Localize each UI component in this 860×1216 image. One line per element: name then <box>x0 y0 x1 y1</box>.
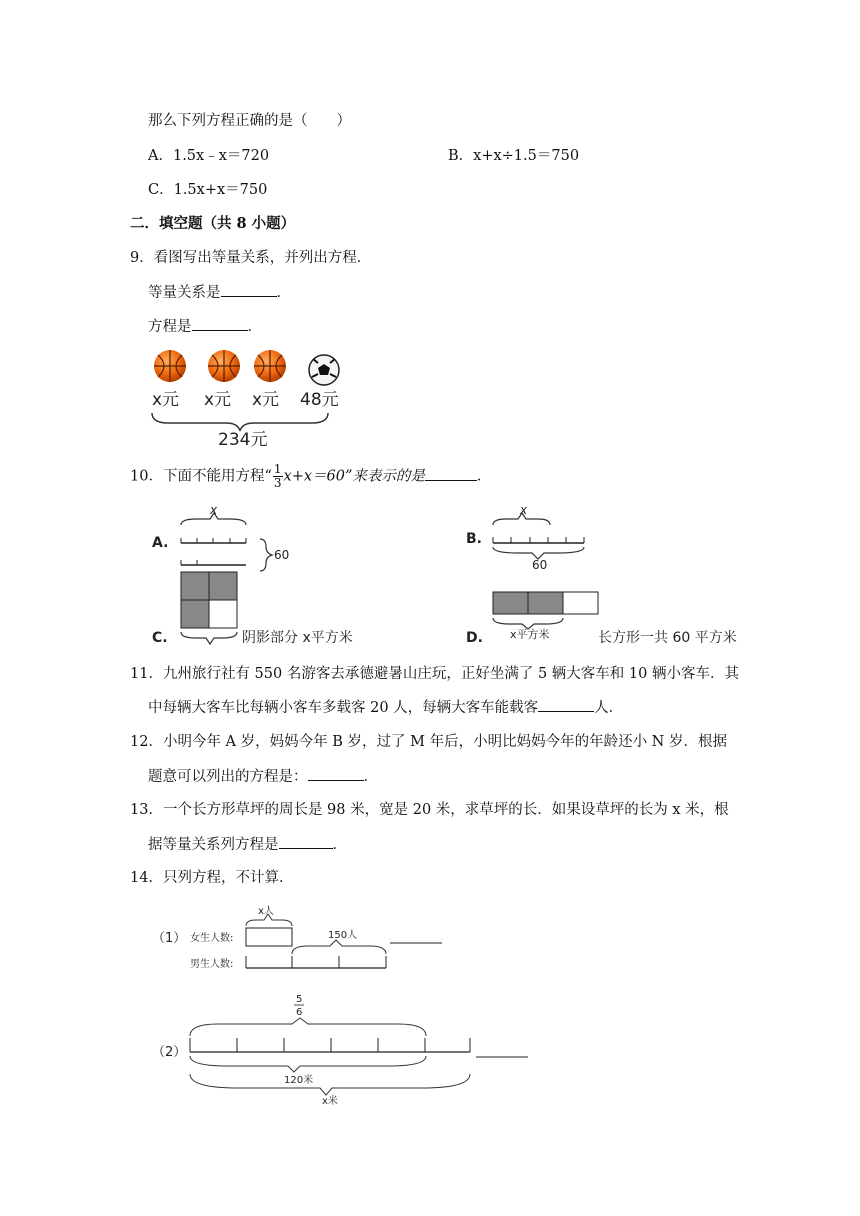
q9-label-1: x元 <box>152 390 180 410</box>
basketball-icon <box>208 350 240 382</box>
q14-x: x人 <box>258 906 274 917</box>
q14-frac-den: 6 <box>296 1007 303 1018</box>
q9-brace <box>152 413 328 431</box>
q11-blank[interactable] <box>538 697 594 712</box>
q10-d-text: 长方形一共 60 平方米 <box>598 630 737 646</box>
soccer-ball-icon <box>309 355 339 385</box>
q13-line1: 13．一个长方形草坪的周长是 98 米，宽是 20 米，求草坪的长．如果设草坪的长为 x 米，根 <box>130 802 729 818</box>
q12-line1: 12．小明今年 A 岁，妈妈今年 B 岁，过了 M 年后，小明比妈妈今年的年龄还小 N 岁．根据 <box>130 734 727 750</box>
q9-label-4: 48元 <box>300 390 339 410</box>
q8-stem: 那么下列方程正确的是（ ） <box>148 113 351 129</box>
q10-b-60: 60 <box>532 558 548 572</box>
q13-blank[interactable] <box>279 834 333 849</box>
q9-label-3: x元 <box>252 390 280 410</box>
q10-blank[interactable] <box>425 466 477 481</box>
q14-lenx: x米 <box>322 1096 338 1106</box>
section-title: 二．填空题（共 8 小题） <box>130 215 296 232</box>
q14-len120: 120米 <box>284 1075 314 1086</box>
q14-stem: 14．只列方程，不计算． <box>130 870 294 886</box>
q10-d-x: x平方米 <box>510 628 550 641</box>
q9-line2: 方程是 ． <box>148 316 262 337</box>
q12-line2: 题意可以列出的方程是： ． <box>148 766 378 787</box>
basketball-icon <box>154 350 186 382</box>
q8-option-b[interactable]: B．x+x÷1.5＝750 <box>448 148 580 164</box>
q10-fraction: $\frac{1}{3}$ <box>273 462 282 490</box>
q9-figure <box>148 345 348 450</box>
q10-c-text: 阴影部分 x平方米 <box>242 630 353 646</box>
q10-option-b-label: B. <box>466 531 482 547</box>
q14-1-num: （1） <box>152 931 187 946</box>
q9-blank-1[interactable] <box>221 282 277 297</box>
q14-frac-num: 5 <box>296 994 303 1005</box>
q14-girls-label: 女生人数: <box>190 933 234 944</box>
q10-a-60: 60 <box>274 548 290 562</box>
q10-option-d-label: D. <box>466 630 483 646</box>
q8-option-a[interactable]: A．1.5x﹣x＝720 <box>148 148 270 164</box>
q8-option-c[interactable]: C．1.5x+x＝750 <box>148 182 268 198</box>
q12-blank[interactable] <box>308 766 364 781</box>
q11-line1: 11．九州旅行社有 550 名游客去承德避暑山庄玩，正好坐满了 5 辆大客车和 10 辆小客车．其 <box>130 666 739 682</box>
q9-line1: 等量关系是 ． <box>148 282 291 303</box>
q10-a-x: x <box>210 505 218 517</box>
q9-label-2: x元 <box>204 390 232 410</box>
q9-blank-2[interactable] <box>192 316 248 331</box>
q10-figure <box>148 505 748 650</box>
q14-2-num: （2） <box>152 1045 187 1060</box>
q14-boys-label: 男生人数: <box>190 959 234 970</box>
q10-stem: 10．下面不能用方程“ $\frac{1}{3}$ x+x＝60”来表示的是 ． <box>130 462 492 490</box>
q14-diff: 150人 <box>328 930 358 941</box>
q14-figure-1 <box>148 900 548 980</box>
q9-stem: 9．看图写出等量关系，并列出方程． <box>130 250 372 266</box>
q10-b-x: x <box>520 505 528 517</box>
q11-line2: 中每辆大客车比每辆小客车多载客 20 人，每辆大客车能载客 人． <box>148 697 623 718</box>
q10-option-a-label: A. <box>152 535 169 551</box>
q14-figure-2 <box>148 992 548 1106</box>
basketball-icon <box>254 350 286 382</box>
q9-total: 234元 <box>218 430 268 450</box>
q10-option-c-label: C. <box>152 630 168 646</box>
q13-line2: 据等量关系列方程是 ． <box>148 834 347 855</box>
